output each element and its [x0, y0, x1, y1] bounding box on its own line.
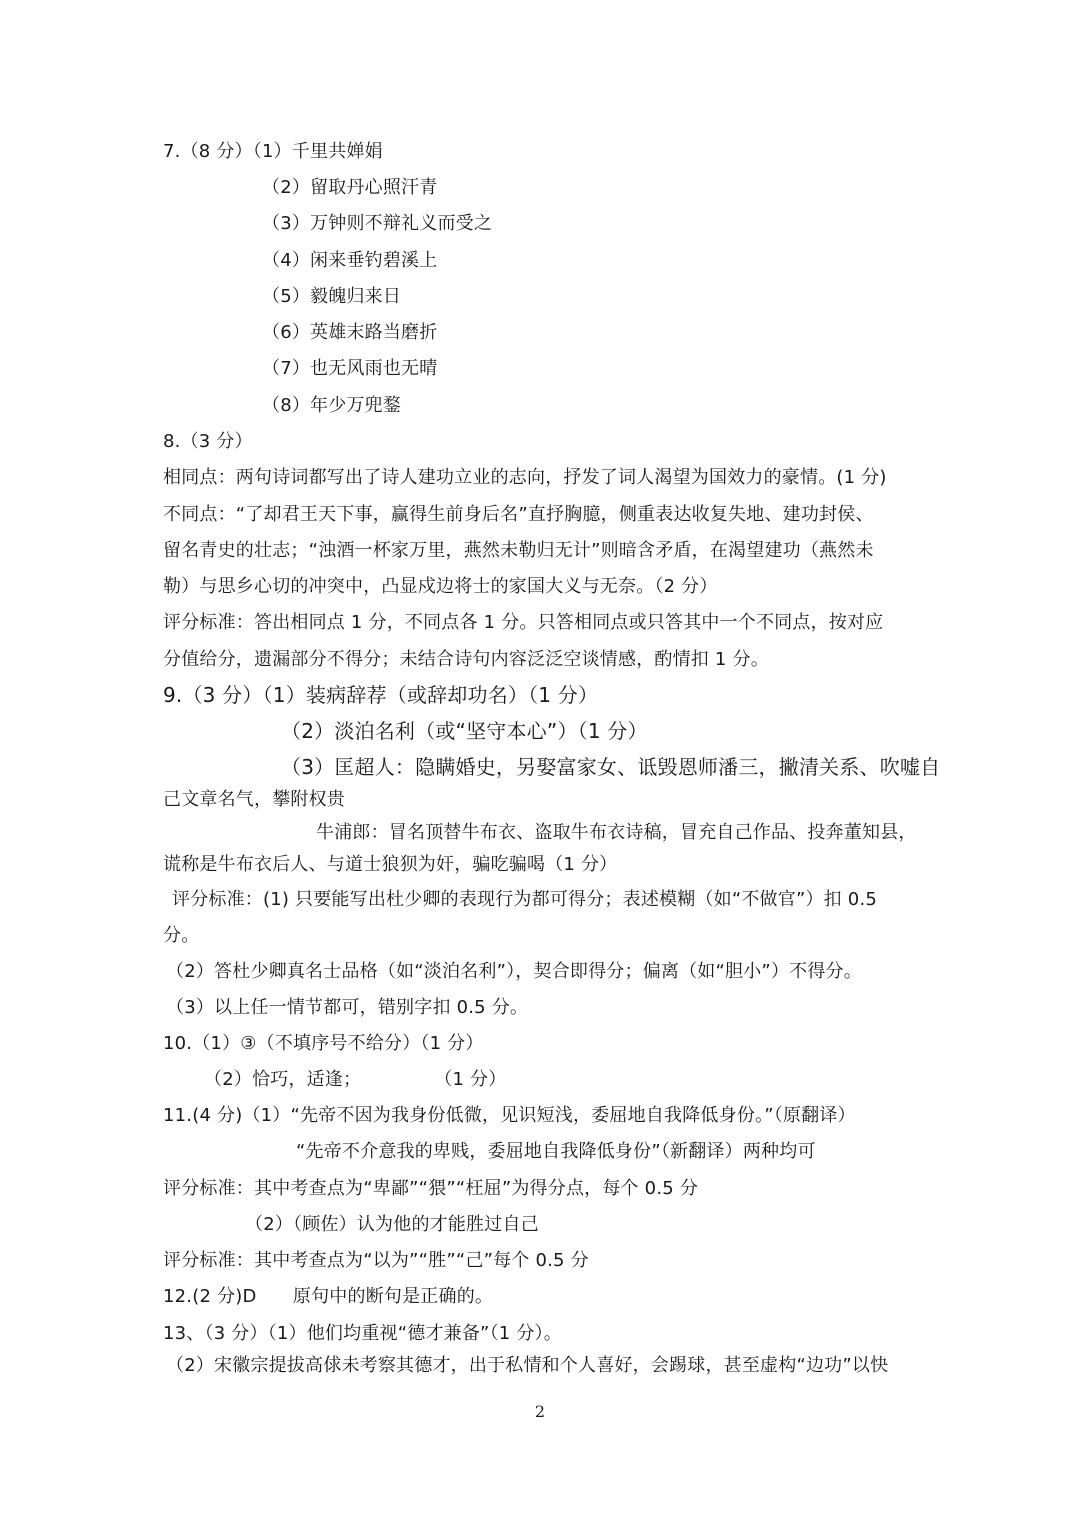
q7-item-3: （3）万钟则不辩礼义而受之 [262, 213, 493, 234]
q9-item-3-line-3: 牛浦郎：冒名顶替牛布衣、盗取牛布衣诗稿，冒充自己作品、投奔董知县， [316, 822, 917, 843]
q9-scoring-line-2: 分。 [163, 925, 200, 946]
q8-scoring-line-2: 分值给分，遗漏部分不得分；未结合诗句内容泛泛空谈情感，酌情扣 1 分。 [163, 649, 769, 670]
q7-item-7: （7）也无风雨也无晴 [262, 358, 438, 379]
q9-scoring-line-3: （2）答杜少卿真名士品格（如“淡泊名利”），契合即得分；偏离（如“胆小”）不得分。 [166, 961, 862, 982]
q13-item-1: 13、（3 分）（1）他们均重视“德才兼备”（1 分）。 [163, 1323, 562, 1344]
q7-item-8: （8）年少万兜鍪 [262, 395, 402, 416]
q11-item-2: （2）（顾佐）认为他的才能胜过自己 [245, 1214, 539, 1235]
q10-item-2: （2）恰巧，适逢； （1 分） [204, 1069, 507, 1090]
q10-item-1: 10.（1）③（不填序号不给分）（1 分） [163, 1033, 484, 1054]
q8-similarity: 相同点：两句诗词都写出了诗人建功立业的志向，抒发了词人渴望为国效力的豪情。(1 分) [163, 467, 887, 488]
q8-difference-line-3: 勒）与思乡心切的冲突中，凸显戍边将士的家国大义与无奈。（2 分） [163, 576, 718, 597]
q11-item-1-alt: “先帝不介意我的卑贱，委屈地自我降低身份”（新翻译）两种均可 [296, 1141, 816, 1162]
q9-item-3-line-1: （3）匡超人：隐瞒婚史，另娶富家女、诋毁恩师潘三，撇清关系、吹嘘自 [281, 755, 941, 779]
q7-item-2: （2）留取丹心照汗青 [262, 177, 438, 198]
q8-scoring-line-1: 评分标准：答出相同点 1 分，不同点各 1 分。只答相同点或只答其中一个不同点，按对应 [163, 612, 884, 633]
q9-item-2: （2）淡泊名利（或“坚守本心”）（1 分） [281, 719, 648, 743]
q11-scoring-2: 评分标准：其中考查点为“以为”“胜”“己”每个 0.5 分 [163, 1250, 589, 1271]
q9-item-3-line-4: 谎称是牛布衣后人、与道士狼狈为奸，骗吃骗喝（1 分） [163, 854, 618, 875]
q7-header: 7.（8 分）（1）千里共婵娟 [163, 141, 383, 162]
q8-difference-line-1: 不同点：“了却君王天下事，赢得生前身后名”直抒胸臆，侧重表达收复失地、建功封侯、 [163, 504, 874, 525]
q7-item-4: （4）闲来垂钓碧溪上 [262, 250, 438, 271]
q12-answer: 12.(2 分)D 原句中的断句是正确的。 [163, 1286, 494, 1307]
q7-item-5: （5）毅魄归来日 [262, 286, 402, 307]
page-number: 2 [534, 1402, 546, 1421]
q9-scoring-line-1: 评分标准：(1) 只要能写出杜少卿的表现行为都可得分；表述模糊（如“不做官”）扣 0.5 [172, 889, 878, 910]
q8-difference-line-2: 留名青史的壮志；“浊酒一杯家万里，燕然未勒归无计”则暗含矛盾，在渴望建功（燕然未 [163, 540, 874, 561]
q9-item-3-line-2: 己文章名气，攀附权贵 [163, 789, 345, 810]
q8-header: 8.（3 分） [163, 431, 253, 452]
q9-header: 9.（3 分）（1）装病辞荐（或辞却功名）（1 分） [163, 683, 599, 707]
q7-item-6: （6）英雄末路当磨折 [262, 322, 438, 343]
q11-scoring-1: 评分标准：其中考查点为“卑鄙”“猥”“枉屈”为得分点，每个 0.5 分 [163, 1178, 699, 1199]
q9-scoring-line-4: （3）以上任一情节都可，错别字扣 0.5 分。 [166, 997, 529, 1018]
q11-item-1: 11.(4 分)（1）“先帝不因为我身份低微，见识短浅，委屈地自我降低身份。”（原翻译） [163, 1105, 856, 1126]
q13-item-2: （2）宋徽宗提拔高俅未考察其德才，出于私情和个人喜好，会踢球，甚至虚构“边功”以快 [166, 1355, 889, 1376]
